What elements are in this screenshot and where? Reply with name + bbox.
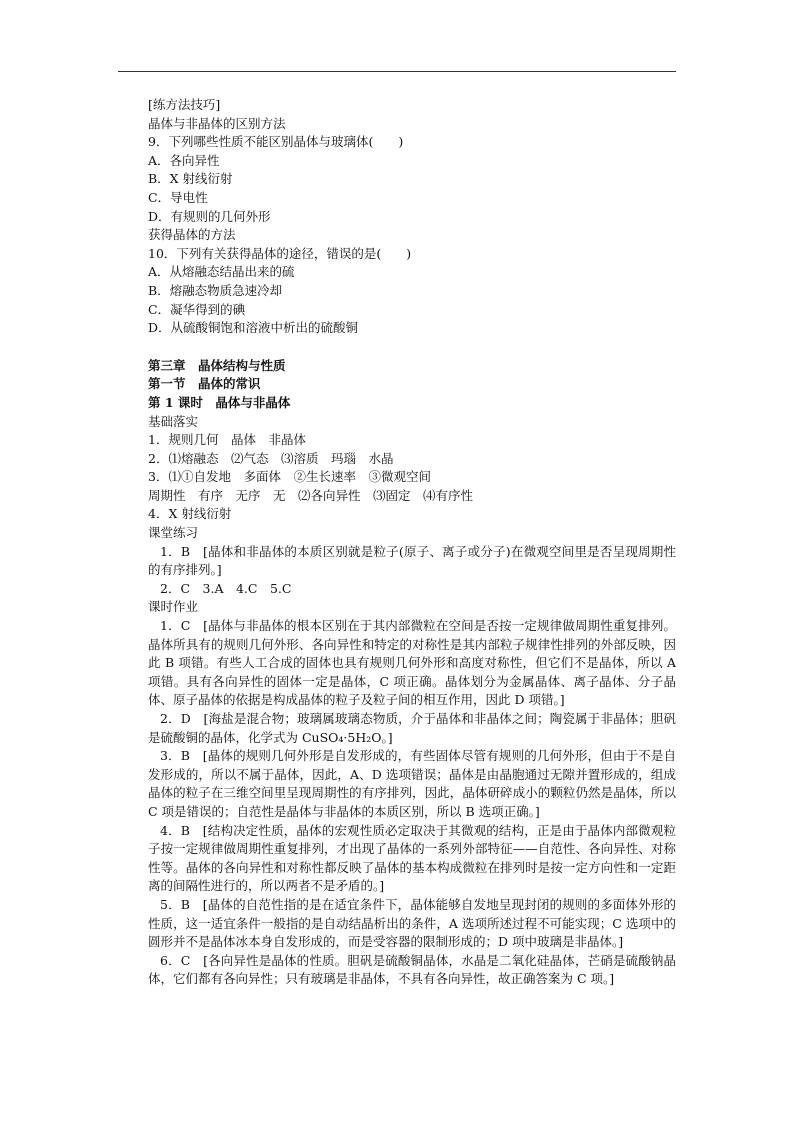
q9-option-b: B．X 射线衍射 xyxy=(148,171,233,187)
q10-option-d: D．从硫酸铜饱和溶液中析出的硫酸铜 xyxy=(148,320,359,336)
basics-line: 周期性 有序 无序 无 ⑵各向异性 ⑶固定 ⑷有序性 xyxy=(148,487,474,503)
homework-answer-6: 6．C [各向异性是晶体的性质。胆矾是硫酸铜晶体，水晶是二氧化硅晶体，芒硝是硫酸钠晶体，它们都有各向异性；只有玻璃是非晶体，不具有各向异性，故正确答案为 C 项。] xyxy=(148,952,676,987)
homework-answer-2: 2．D [海盐是混合物；玻璃属玻璃态物质，介于晶体和非晶体之间；陶瓷属于非晶体；胆矾是硫酸铜的晶体，化学式为 CuSO₄·5H₂O。] xyxy=(148,711,676,745)
practice-heading: [练方法技巧] xyxy=(148,97,221,112)
chapter-title: 第三章 晶体结构与性质 xyxy=(148,357,286,373)
homework-title: 课时作业 xyxy=(148,599,199,615)
q9-option-c: C．导电性 xyxy=(148,189,208,205)
basics-line: 1．规则几何 晶体 非晶体 xyxy=(148,432,306,448)
question-9: 9．下列哪些性质不能区别晶体与玻璃体( ) xyxy=(148,134,404,150)
homework-answer-5: 5．B [晶体的自范性指的是在适宜条件下，晶体能够自发地呈现封闭的规则的多面体外形的性质，这一适宜条件一般指的是自动结晶析出的条件，A 选项所述过程不可能实现；C 选项中的圆形并不是晶体冰本身自发形成的，而是受容器的限制形成的；D 项中玻璃是非晶体。] xyxy=(148,896,676,950)
basics-line: 2．⑴熔融态 ⑵气态 ⑶溶质 玛瑙 水晶 xyxy=(148,450,394,466)
class-practice-title: 课堂练习 xyxy=(148,525,199,541)
basics-title: 基础落实 xyxy=(148,413,199,429)
topic-obtain: 获得晶体的方法 xyxy=(148,227,236,243)
q10-option-b: B．熔融态物质急速冷却 xyxy=(148,282,283,298)
q9-option-d: D．有规则的几何外形 xyxy=(148,208,271,224)
basics-line: 4．X 射线衍射 xyxy=(148,506,232,522)
basics-line: 3．⑴①自发地 多面体 ②生长速率 ③微观空间 xyxy=(148,469,431,485)
homework-answer-1: 1．C [晶体与非晶体的根本区别在于其内部微粒在空间是否按一定规律做周期性重复排列。晶体所具有的规则几何外形、各向异性和特定的对称性是其内部粒子规律性排列的外部反映，因此 B 项错。有些人工合成的固体也具有规则几何外形和高度对称性，但它们不是晶体，所以 A 项错。具有各向异性的固体一定是晶体，C 项正确。晶体划分为金属晶体、离子晶体、分子晶体、原子晶体的依据是构成晶体的粒子及粒子间的相互作用，因此 D 项错。] xyxy=(148,618,676,708)
topic-distinguish: 晶体与非晶体的区别方法 xyxy=(148,115,286,131)
homework-answer-4: 4．B [结构决定性质，晶体的宏观性质必定取决于其微观的结构，正是由于晶体内部微观粒子按一定规律做周期性重复排列，才出现了晶体的一系列外部特征——自范性、各向异性、对称性等。晶体的各向异性和对称性都反映了晶体的基本构成微粒在排列时是按一定方向性和一定距离的间隔性进行的，所以两者不是矛盾的。] xyxy=(148,822,676,894)
question-10: 10．下列有关获得晶体的途径，错误的是( ) xyxy=(148,245,412,261)
lesson-title: 第 1 课时 晶体与非晶体 xyxy=(148,394,291,410)
header-rule xyxy=(118,71,676,72)
section-title: 第一节 晶体的常识 xyxy=(148,376,261,392)
homework-answer-3: 3．B [晶体的规则几何外形是自发形成的，有些固体尽管有规则的几何外形，但由于不是自发形成的，所以不属于晶体，因此，A、D 选项错误；晶体是由晶胞通过无隙并置形成的，组成晶体的粒子在三维空间里呈现周期性的有序排列，因此，晶体研碎成小的颗粒仍然是晶体，所以 C 项是错误的；自范性是晶体与非晶体的本质区别，所以 B 选项正确。] xyxy=(148,748,676,819)
q10-option-a: A．从熔融态结晶出来的硫 xyxy=(148,264,295,280)
document-body xyxy=(148,96,676,989)
q10-option-c: C．凝华得到的碘 xyxy=(148,301,246,317)
q9-option-a: A．各向异性 xyxy=(148,152,220,168)
class-answers-2-5: 2．C 3.A 4.C 5.C xyxy=(160,580,292,596)
class-answer-1: 1．B [晶体和非晶体的本质区别就是粒子(原子、离子或分子)在微观空间里是否呈现周期性的有序排列。] xyxy=(148,543,676,578)
